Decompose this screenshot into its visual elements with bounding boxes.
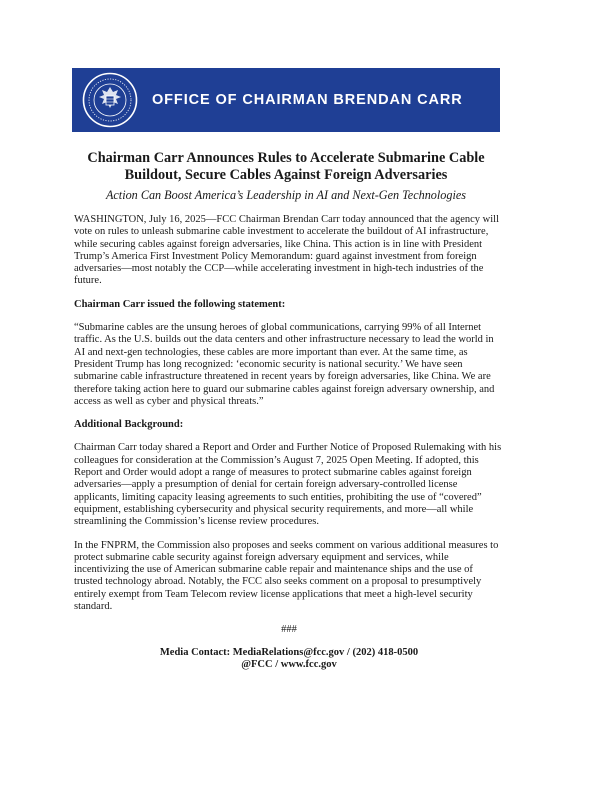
headline-line-2: Buildout, Secure Cables Against Foreign Adversaries <box>124 167 448 183</box>
end-separator: ### <box>281 624 297 636</box>
banner-title: OFFICE OF CHAIRMAN BRENDAN CARR <box>152 92 463 108</box>
subheadline: Action Can Boost America’s Leadership in AI and Next-Gen Technologies <box>105 188 467 202</box>
fcc-seal-icon <box>82 72 138 128</box>
background-paragraph-1: Chairman Carr today shared a Report and Order and Further Notice of Proposed Rulemaking with his colleagues for consideration at the Commission’s August 7, 2025 Open Meeting. If adopted, this Report and Order would adopt a range of measures to protect submarine cables against foreign adversaries—apply a presumption of denial for certain foreign adversary-controlled license applicants, limiting capacity leasing agreements to such entities, prohibiting the use of “covered” equipment, establishing cybersecurity and physical security requirements, and more—all while streamlining the Commission’s license review procedures. <box>74 442 502 528</box>
headline-line-1: Chairman Carr Announces Rules to Accelerate Submarine Cable <box>87 150 485 166</box>
header-banner <box>72 68 500 132</box>
intro-paragraph: WASHINGTON, July 16, 2025—FCC Chairman Brendan Carr today announced that the agency will vote on rules to unleash submarine cable investment to accelerate the buildout of AI infrastructure, while securing cables against foreign adversaries, like China. This action is in line with President Trump’s America First Investment Policy Memorandum: guard against investment from foreign adversaries—most notably the CCP—while accelerating investment in high-tech industries of the future. <box>74 214 499 287</box>
headline <box>72 150 500 184</box>
press-release-body <box>74 214 504 672</box>
media-contact: Media Contact: MediaRelations@fcc.gov / (202) 418-0500 <box>159 646 419 658</box>
social-contact: @FCC / www.fcc.gov <box>241 659 337 671</box>
background-heading: Additional Background: <box>74 419 184 431</box>
quote-paragraph: “Submarine cables are the unsung heroes of global communications, carrying 99% of all Internet traffic. As the U.S. builds out the data centers and other infrastructure necessary to lead the world in AI and next-gen technologies, these cables are more important than ever. At the same time, as President Trump has long recognized: ‘economic security is national security.’ We have seen submarine cable infrastructure threatened in recent years by foreign adversaries, like China. We are therefore taking action here to guard our submarine cables against foreign adversary ownership, and access as well as cyber and physical threats.” <box>74 322 495 407</box>
statement-heading: Chairman Carr issued the following statement: <box>74 298 286 310</box>
background-paragraph-2: In the FNPRM, the Commission also proposes and seeks comment on various additional measures to protect submarine cable security against foreign adversary equipment and services, while incentivizing the use of American submarine cable repair and maintenance ships and the use of trusted technology abroad. Notably, the FCC also seeks comment on a proposal to presumptively entirely exempt from Team Telecom review license applications that meet a high-level security standard. <box>74 539 499 613</box>
